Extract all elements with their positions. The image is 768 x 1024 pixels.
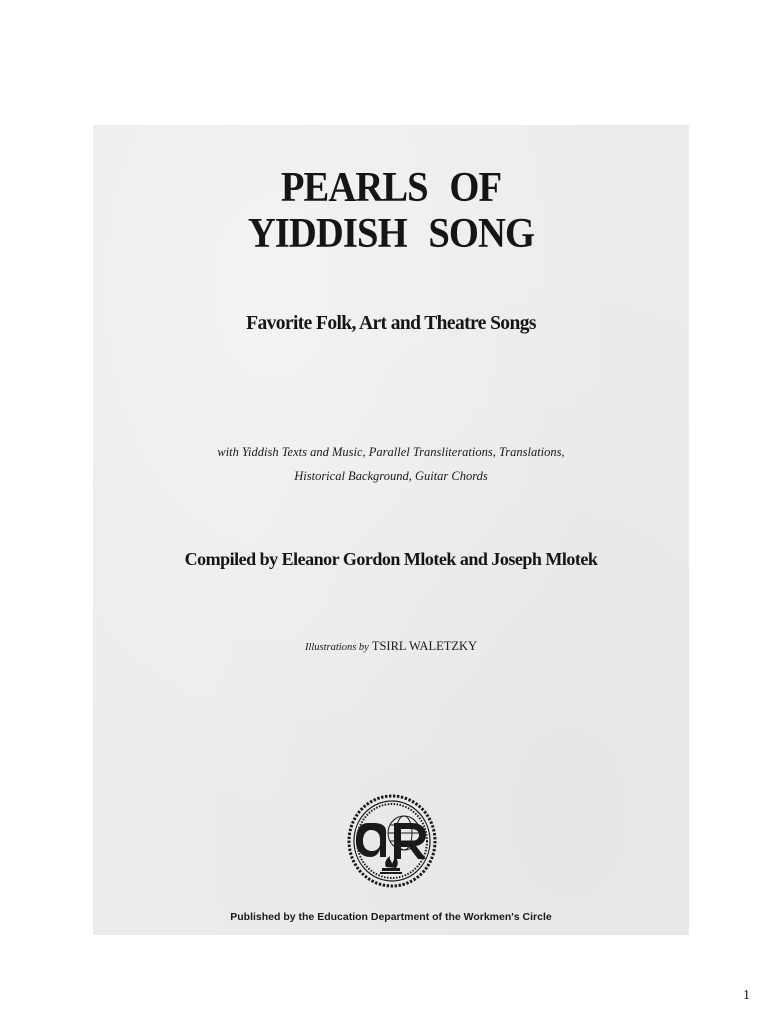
scanned-title-page	[93, 125, 689, 935]
book-title-line-2: YIDDISH SONG	[247, 211, 535, 257]
illustrations-credit	[93, 639, 689, 654]
features-line-1: with Yiddish Texts and Music, Parallel Transliterations, Translations,	[217, 445, 565, 459]
publisher-line: Published by the Education Department of the Workmen's Circle	[230, 911, 552, 923]
compiled-by-line: Compiled by Eleanor Gordon Mlotek and Joseph Mlotek	[184, 549, 598, 569]
book-title-line-1: PEARLS OF	[280, 165, 502, 211]
book-subtitle: Favorite Folk, Art and Theatre Songs	[246, 313, 536, 334]
illustrations-lead: Illustrations by	[304, 642, 369, 653]
illustrator-name: TSIRL WALETZKY	[371, 639, 478, 653]
workmens-circle-emblem	[346, 793, 438, 889]
page-number: 1	[743, 988, 750, 1003]
features-line-2: Historical Background, Guitar Chords	[294, 469, 488, 483]
